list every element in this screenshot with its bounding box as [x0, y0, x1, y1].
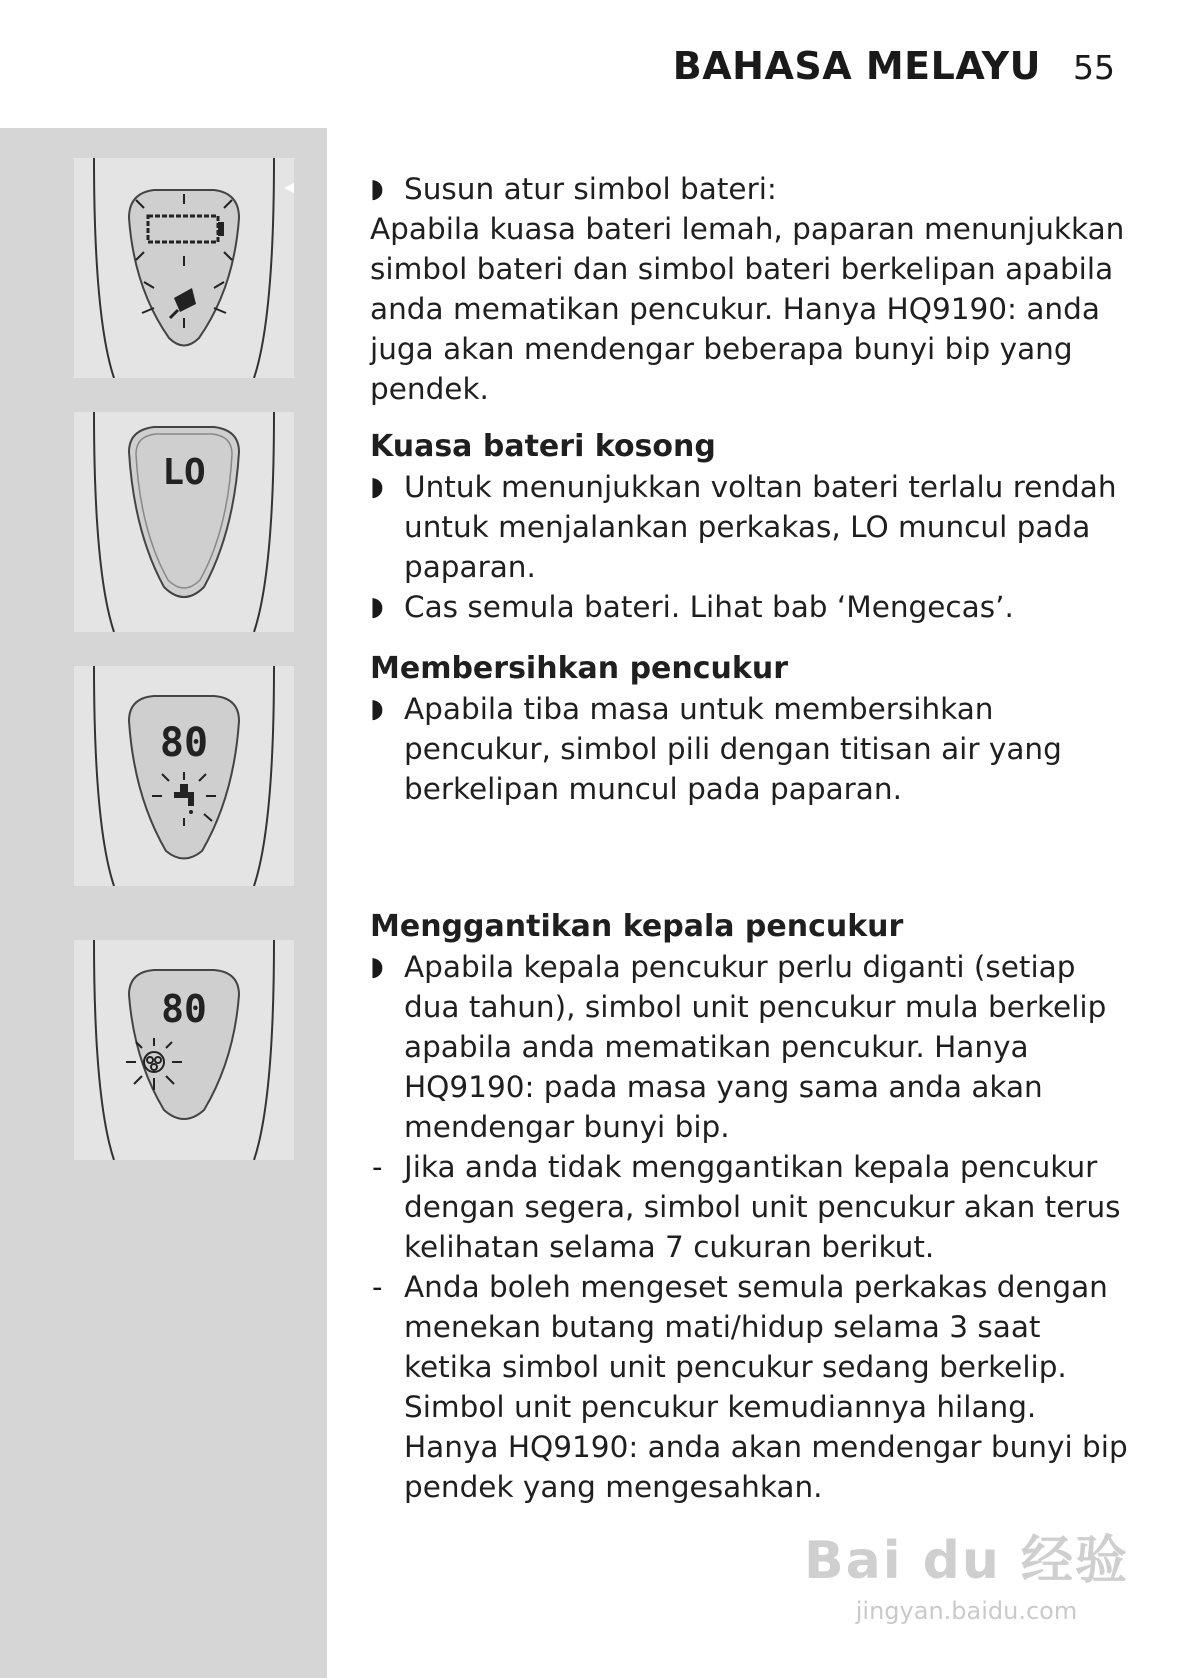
dash-item [370, 1147, 1130, 1267]
bullet-text: Apabila tiba masa untuk membersihkan pencukur, simbol pili dengan titisan air yang berkelipan muncul pada paparan. [404, 692, 1062, 806]
figure-battery-low [74, 158, 294, 378]
page-number: 55 [1073, 48, 1115, 87]
section-heading: Kuasa bateri kosong [370, 429, 716, 464]
bullet-text: Susun atur simbol bateri: [404, 172, 777, 206]
dash-text: Anda boleh mengeset semula perkakas dengan menekan butang mati/hidup selama 3 saat ketika simbol unit pencukur sedang berkelip. Simbol unit pencukur kemudiannya hilang. Hanya HQ9190: anda akan mendengar bunyi bip pendek yang mengesahkan. [404, 1270, 1128, 1504]
dash-mark: - [372, 1270, 383, 1304]
digit-display: 80 [161, 987, 207, 1031]
bullet-text: Cas semula bateri. Lihat bab ‘Mengecas’. [404, 590, 1014, 624]
bullet-icon: ◗ [370, 174, 384, 204]
paragraph: Apabila kuasa bateri lemah, paparan menunjukkan simbol bateri dan simbol bateri berkelipan apabila anda mematikan pencukur. Hanya HQ9190: anda juga akan mendengar beberapa bunyi bip yang pendek. [370, 212, 1125, 406]
page-title: BAHASA MELAYU [672, 44, 1041, 88]
section-cleaning [370, 649, 1130, 809]
dash-mark: - [372, 1150, 383, 1184]
bullet-text: Untuk menunjukkan voltan bateri terlalu rendah untuk menjalankan perkakas, LO muncul pada paparan. [404, 470, 1117, 584]
bullet-item [370, 689, 1130, 809]
section-battery-low [370, 169, 1130, 409]
bullet-text: Apabila kepala pencukur perlu diganti (setiap dua tahun), simbol unit pencukur mula berkelip apabila anda mematikan pencukur. Hanya HQ9190: pada masa yang sama anda akan mendengar bunyi bip. [404, 950, 1107, 1144]
bullet-icon: ◗ [370, 592, 384, 622]
section-replace-heads [370, 907, 1130, 1507]
figure-replace-heads [74, 940, 294, 1160]
section-battery-empty [370, 427, 1130, 627]
bullet-icon: ◗ [370, 952, 384, 982]
dash-text: Jika anda tidak menggantikan kepala pencukur dengan segera, simbol unit pencukur akan terus kelihatan selama 7 cukuran berikut. [404, 1150, 1121, 1264]
section-heading: Membersihkan pencukur [370, 651, 788, 686]
bullet-icon: ◗ [370, 694, 384, 724]
bullet-item [370, 947, 1130, 1147]
bullet-icon: ◗ [370, 472, 384, 502]
figure-battery-empty [74, 412, 294, 632]
bullet-item [370, 169, 1130, 209]
watermark-logo: Bai du 经验 [804, 1531, 1129, 1591]
digit-display: 80 [159, 720, 209, 766]
dash-item [370, 1267, 1130, 1507]
watermark [804, 1518, 1129, 1625]
bullet-item [370, 587, 1130, 627]
bullet-item [370, 467, 1130, 587]
section-heading: Menggantikan kepala pencukur [370, 909, 904, 944]
watermark-url: jingyan.baidu.com [855, 1597, 1078, 1625]
lo-display: LO [162, 452, 206, 493]
figure-cleaning [74, 666, 294, 886]
